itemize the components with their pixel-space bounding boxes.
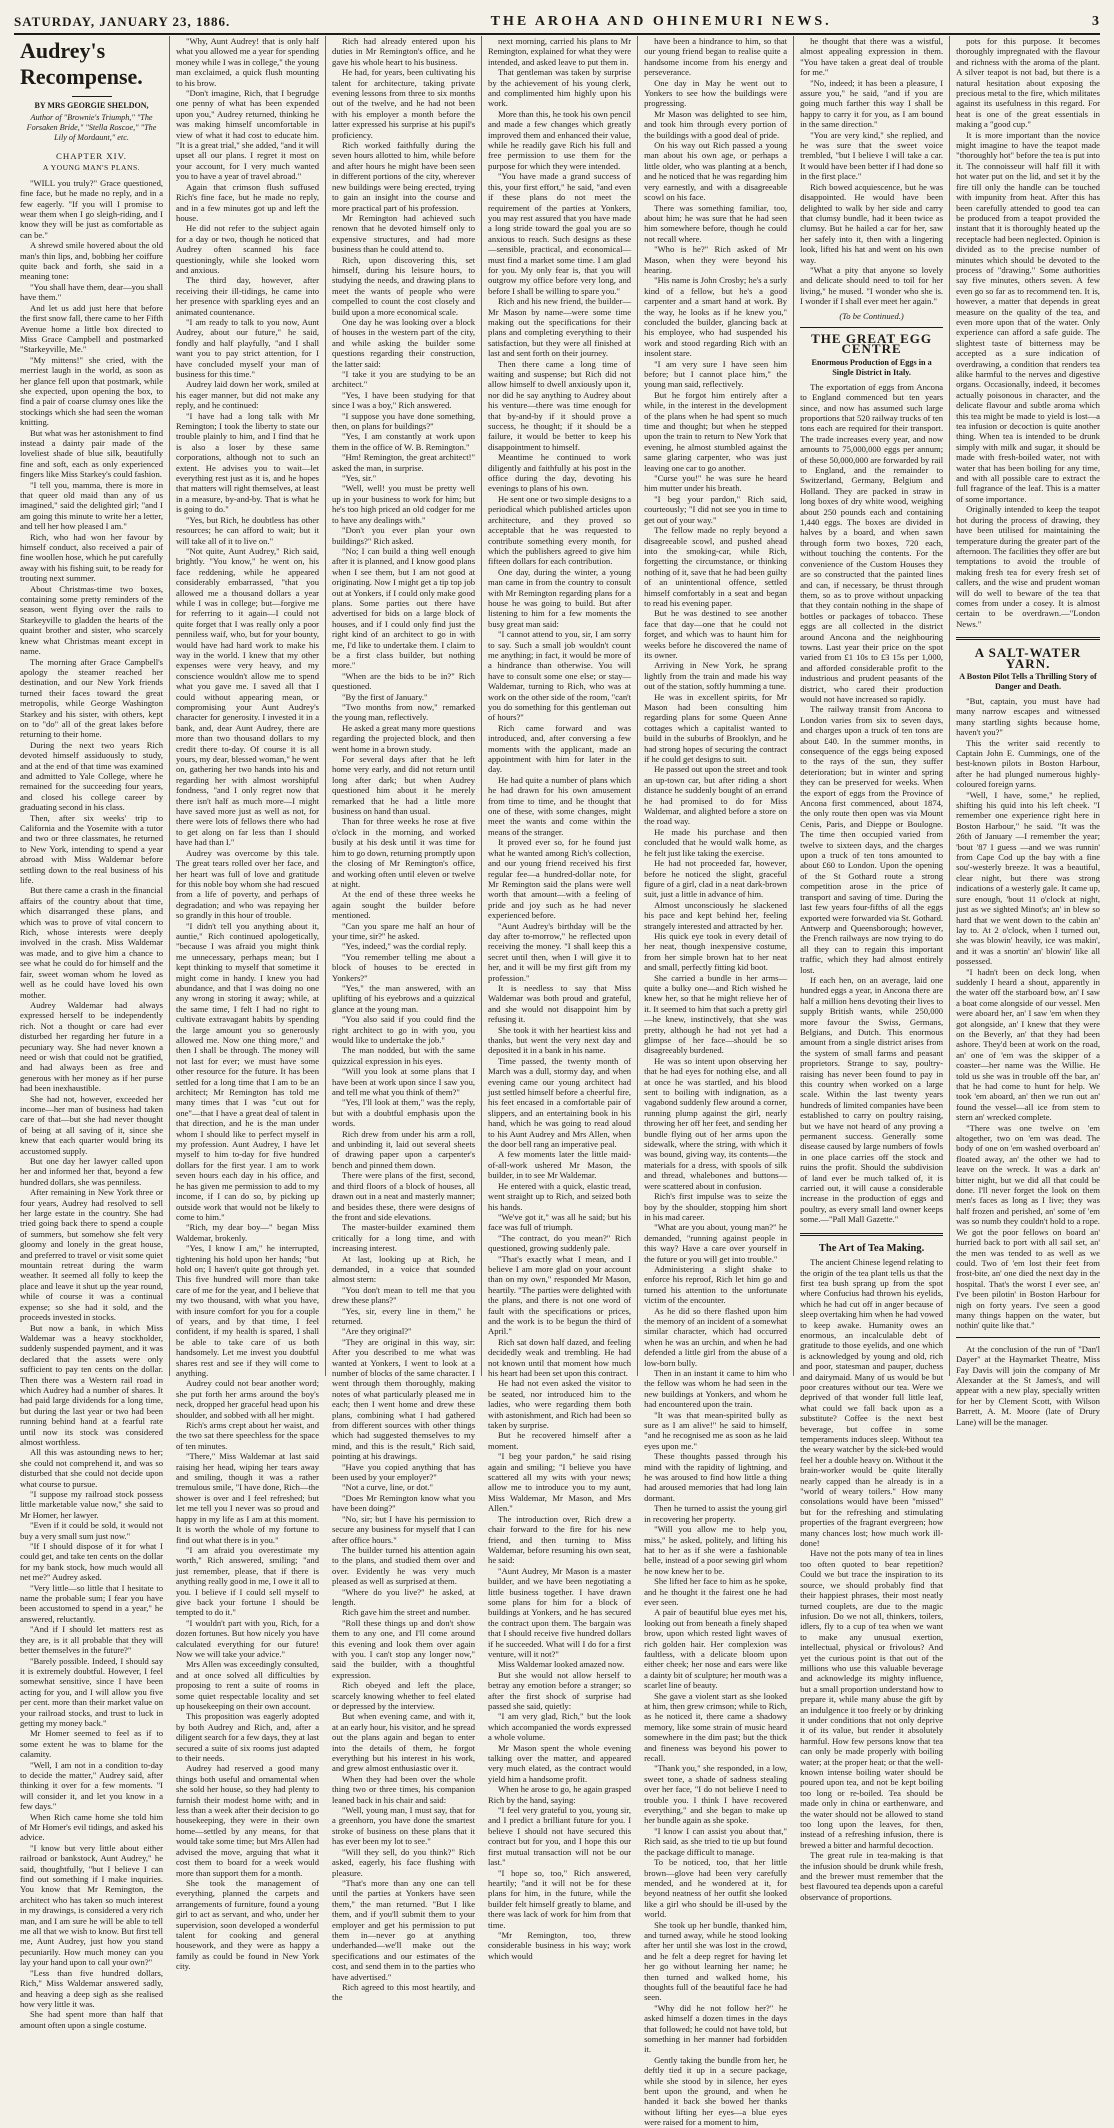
paragraph: "It was that mean-spirited bully as sure as I am alive!" he said to himself, "and he recognised me as soon as he laid eyes upon me." (644, 1409, 788, 1451)
paragraph: Then, after six weeks' trip to California and the Yosemite with a tutor and two or three classmates, he returned to New York, intending to spend a year abroad with Miss Waldemar before settling down to the real business of his life. (20, 812, 164, 886)
paragraph: "You shall have them, dear—you shall have them." (20, 281, 164, 303)
paragraph: "WILL you truly?" Grace questioned, fine face, but he made no reply, and in a few eagerly. "If you will I promise to wear them when I go sleigh-riding, and I know they will be just as comfortable as can be." (20, 177, 164, 240)
column-4-text (488, 36, 631, 1961)
paragraph: "I wouldn't part with you, Rich, for a dozen fortunes. But how nicely you have calculated everything for our future! Now we will take your advice." (176, 1617, 320, 1659)
paragraph: "I beg your pardon," he said rising again and smiling; "I believe you have scattered all my wits with your news; allow me to introduce you to my aunt, Miss Waldemar, Mr Mason, and Mrs Allen." (488, 1451, 632, 1514)
paragraph: "Less than five hundred dollars, Rich," Miss Waldemar answered sadly, and heaving a deep sigh as she realised how very little it was. (20, 1967, 164, 2009)
paragraph: Rich obeyed and left the place, scarcely knowing whether to feel elated or depressed by the interview. (332, 1680, 476, 1711)
to-be-continued: (To be Continued.) (839, 310, 904, 321)
paragraph: "Yes, but Rich, he doubtless has other resources; he can afford to wait; but it will take all of it to live on." (176, 514, 320, 546)
paragraph: "I am very sure I have seen him before; but I cannot place him," the young man said, reflectively. (644, 358, 788, 390)
author-works: Author of "Brownie's Triumph," "The Forsaken Bride," "Stella Roscoe," "The Lily of Mordaunt," etc. (26, 113, 157, 142)
yarn-article-text (956, 696, 1100, 1331)
paragraph: "Don't you ever plan your own buildings?" Rich asked. (332, 525, 476, 546)
paragraph: "I suppose you have done something, then, on plans for buildings?" (332, 410, 476, 432)
paragraph: "Yes, I know I am," he interrupted, tightening his hold upon her hands; "but hold on; I haven't quite got through yet. This five hundred will more than take care of me for the year, and I believe that my two thousand, with what you have, with insure comfort for you for a couple of years, and by that time, I feel confident, if my health is spared, I shall be able to take care of us both handsomely. Let me invest you doubtful shares rest and see if they will come to anything. (176, 1243, 320, 1378)
section-rule (800, 327, 943, 328)
column-3-text (332, 36, 475, 2003)
page-number: 3 (1091, 14, 1100, 29)
paragraph: Rich had already entered upon his duties in Mr Remington's office, and he gave his whole heart to his business. (332, 36, 476, 67)
paragraph: "Well, I am not in a condition to-day to decide the matter," Audrey said, after thinking it over for a few moments. "I will consider it, and let you know in a few days." (20, 1759, 164, 1812)
paragraph: A few moments later the little maid-of-all-work ushered Mr Mason, the builder, in to see Mr Waldemar. (488, 1149, 632, 1181)
issue-date: SATURDAY, JANUARY 23, 1886. (14, 14, 231, 29)
paragraph: "Why, Aunt Audrey! that is only half what you allowed me a year for spending money while I was in college," the young man exclaimed, a quick flush mounting to his brow. (176, 36, 320, 88)
paragraph: The morning after Grace Campbell's apology the steamer reached her destination, and our New York friends turned their faces toward the great metropolis, while George Washington Starkey and his sister, with others, kept on to "do" all of the great lakes before returning to their home. (20, 656, 164, 740)
paragraph: "But, captain, you must have had many narrow escapes and witnessed many startling sights because home, haven't you?" (956, 695, 1100, 738)
paragraph: About Christmas-time two boxes, containing some pretty reminders of the season, went flying over the rails to Starkeyville to gladden the hearts of the quaint brother and sister, who scarcely knew what Christmas meant except in name. (20, 583, 164, 657)
paragraph: One day in May he went out to Yonkers to see how the buildings were progressing. (644, 77, 788, 109)
tea-article-text (800, 1257, 943, 1902)
paragraph: "I hope so, too," Rich answered, heartily; "and it will not be for these plans for him, in the future, while the builder felt himself greatly to blame, and there was lack of work for him from that time. (488, 1867, 632, 1930)
paragraph: Meantime he continued to work diligently and faithfully at his post in the office during the day, devoting his evenings to plans of his own. (488, 452, 632, 494)
paragraph: "What are you about, young man?" he demanded, "running against people in this way? Have a care over yourself in the future or you will get into trouble." (644, 1222, 788, 1264)
paragraph: "Well, well! you must be pretty well up in your business to work for him; but he's too high priced an old codger for me to have any dealings with." (332, 483, 476, 525)
column-2 (170, 36, 326, 1972)
paragraph: "You don't mean to tell me that you drew these plans?" (332, 1284, 476, 1306)
paragraph: It is more important than the novice might imagine to have the teapot made "thoroughly hot" before the tea is put into it. The connoisseur will half fill it with hot water put on the lid, and set it by the fire till only the handle can be touched with impunity from heat. After this has been carefully attended to good tea can be produced from a teapot provided the instant that it is thoroughly heated up the receptacle had been neglected. Opinion is divided as to the precise number of minutes which should be devoted to the process of "drawing." Some authorities say five minutes, others seven. A few even go so far as to recommend ten. It is, however, a matter that depends in great measure on the quality of the tea, and even more upon that of the water. Only experience can afford a safe guide. The slightest taste of bitterness may be accepted as a sure indication of overdrawing, a condition that renders tea alike harmful to the nerves and digestive organs. Occasionally, indeed, it becomes actually poisonous in character, and the delicate flavour and subtle aroma which this tea might be made to yield is lost—a tea infusion or decoction is quite another thing. When tea is intended to be drunk simply with milk and sugar, it should be made with fresh-boiled water, not with water that has been boiling for any time, and with all possible care to extract the full fragrance of the leaf. This is a matter of some importance. (956, 129, 1100, 504)
yarn-article-title: A SALT-WATER YARN. (974, 645, 1082, 671)
egg-article-text (800, 382, 943, 1225)
paragraph: "I am ready to talk to you now, Aunt Audrey, about our future," he said, fondly and half playfully, "and I shall want you to pay strict attention, for I have concluded myself your man of business for this time." (176, 316, 320, 379)
paragraph: "Yes, indeed," was the cordial reply. (342, 941, 467, 952)
paragraph: "Yes, sir, every line in them," he returned. (332, 1305, 476, 1326)
paragraph: "My mittens!" she cried, with the merriest laugh in the world, as soon as her glance fell upon that postmark, while she expected, upon opening the box, to find a pair of coarse clumsy ones like the stockings which she had seen the woman knitting. (20, 354, 164, 428)
column-1-text (20, 178, 163, 2030)
paragraph: "Yes," the man answered, with an uplifting of his eyebrows and a quizzical glance at the young man. (332, 982, 476, 1014)
paragraph: Audrey could not bear another word; she put forth her arms around the boy's neck, dropped her graceful head upon his shoulder, and sobbed with all her might. (176, 1378, 320, 1420)
paragraph: Rich, upon discovering this, set himself, during his leisure hours, to studying the needs, and drawing plans to meet the wants of people who were compelled to count the cost closely and build upon a more economical scale. (332, 254, 476, 317)
paragraph: When he arose to go, he again grasped Rich by the hand, saying: (488, 1784, 632, 1805)
paragraph: At last, looking up at Rich, he demanded, in a voice that sounded almost stern: (332, 1253, 476, 1285)
paragraph: But he forgot him entirely after a while, in the interest in the development of the plans when he had spent so much time and thought; but when he stepped upon the train to return to New York that evening, he almost stumbled against the same glaring carpenter, who was just leaving one car to go another. (644, 389, 788, 473)
paragraph: Audrey was overcome by this tale. The great tears rolled over her face, and her heart was full of love and gratitude for this noble boy whom she had rescued from a life of poverty, and perhaps of degradation; and who was repaying her so grandly in this hour of trouble. (176, 847, 320, 921)
paragraph: His quick eye took in every detail of her neat, though inexpensive costume, from her simple brown hat to her neat and small, perfectly fitting kid boot. (644, 930, 788, 973)
paragraph: "Rich, my dear boy—" began Miss Waldemar, brokenly. (176, 1222, 320, 1243)
paragraph: Time passed, the twenty month of March was a dull, stormy day, and when evening came our young architect had just settled himself before a cheerful fire, his feet encased in a comfortable pair of slippers, and an entertaining book in his hand, which he was going to read aloud to his Aunt Audrey and Mrs Allen, when the door bell rang an imperative peal. (488, 1055, 632, 1150)
theatre-note-text (956, 1344, 1100, 1427)
column-6-text (800, 36, 943, 307)
paragraph: The builder turned his attention again to the plans, and studied them over and over. Evidently he was very much pleased as well as surprised at them. (332, 1544, 476, 1587)
paragraph: "They are original in this way, sir: After you described to me what was wanted at Yonkers, I went to look at a number of blocks of the same character. I went through them thoroughly, making notes of what particularly pleased me in each; then I went home and drew these plans, combining what I had gathered from different sources with other things which had suggested themselves to my mind, and this is the result," Rich said, pointing at his drawings. (332, 1336, 476, 1462)
paragraph: She had not, however, exceeded her income—her man of business had taken care of that—but she had never thought of being at all saving of it, since she knew that each quarter would bring its accustomed supply. (20, 1093, 164, 1156)
paragraph: "I am afraid you overestimate my worth," Rich answered, smiling; "and just remember, please, that if there is anything really good in me, I owe it all to you. I believe if I could sell myself to give back your fortune I should be tempted to do it." (176, 1544, 320, 1618)
paragraph: He asked a great many more questions regarding the projected block, and then went home in a brown study. (332, 722, 476, 754)
paragraph: "When are the bids to be in?" Rich questioned. (332, 670, 476, 692)
paragraph: But he recovered himself after a moment. (488, 1430, 632, 1451)
chapter-heading: CHAPTER XIV. (56, 151, 127, 161)
paragraph: "Aunt Audrey, Mr Mason is a master builder, and we have been negotiating a little business together. I have drawn some plans for him for a block of buildings at Yonkers, and he has secured the contract upon them. The bargain was that I should receive five hundred dollars if he succeeded. What will I do for a first venture, will it not?" (488, 1565, 632, 1659)
paragraph: "The contract, do you mean?" Rich questioned, growing suddenly pale. (488, 1232, 632, 1254)
paragraph: As he did so there flashed upon him the memory of an incident of a somewhat similar character, which had occurred when he was an urchin, and when he had defended a little girl from the abuse of a low-born bully. (644, 1305, 788, 1368)
egg-article-title: THE GREAT EGG CENTRE (811, 330, 933, 357)
paragraph: The great rule in tea-making is that the infusion should be drunk while fresh, and the brewer must remember that the best flavoured tea depends upon a careful observance of proportions. (800, 1850, 944, 1902)
paragraph: Have not the pots many of tea in lines too often quoted to bear repetition? Could we but trace the inspiration to its source, we should probably find that their happiest phrases, their most neatly turned couplets, are due to the magic infusion. Do we not all, thinkers, toilers, idlers, fly to a cup of tea when we want to make any unusual exertion, intellectual, physical or frivolous? And yet the curious point is that out of the millions who use this valuable beverage and acknowledge its mighty influence, but a small proportion understand how to prepare it, while many abuse the gift by an indulgence it too freely or by drinking it under conditions that not only deprive it of its value, but render it absolutely harmful. How few persons know that tea can only be made properly with boiling water; at the proper heat; or that the well-known intense boiling water should be poured upon tea, and not be kept boiling too long or re-boiled. Tea should be made only in china or earthenware, and the water should not be allowed to stand too long upon the leaves, for then, instead of a refreshing infusion, there is brewed a bitter and harmful decoction. (800, 1548, 944, 1850)
paragraph: A pair of beautiful blue eyes met his, looking out from beneath a finely shaped brow, upon which rested light waves of rich golden hair. Her complexion was faultless, with a delicate bloom upon either cheek; her nose and ears were like a dainty bit of sculpture; her mouth was a scarlet line of beauty. (644, 1607, 788, 1691)
paragraph: The exportation of eggs from Ancona to England commenced but ten years since, and now has assumed such large proportions that 520 railway trucks of ten tons each are required for their transport. The trade increases every year, and now amounts to 75,000,000 eggs per annum; of these 50,000,000 are forwarded by rail to England, and the remainder to Switzerland, Germany, Belgium and Holland. They are packed in straw in long boxes of dry white wood, weighing about 250 pounds each and containing 1,440 eggs. The boxes are divided in halves by a board, and when sawn through form two boxes, 720 each, without touching the contents. For the convenience of the Custom Houses they are so constructed that the painted lines and can, if necessary, be thrust through them, so as to prove without unpacking that they contain nothing in the shape of bottles or packages of tobacco. These eggs are all collected in the district around Ancona and the neighbouring towns. Last year their price on the spot varied from £1 10s to £3 15s per 1,000, and afforded considerable profit to the industrious and prudent peasants of the district, who cared their production would not have increased so rapidly. (800, 381, 944, 704)
paragraph: The introduction over, Rich drew a chair forward to the fire for his new friend, and then turning to Miss Waldemar, before resuming his own seat, he said: (488, 1513, 632, 1566)
paragraph: "There," Miss Waldemar at last said raising her head, wiping her tears away and smiling, though it was a rather tremulous smile, "I have done, Rich—the shower is over and I feel refreshed; but let me tell you I never was so proud and happy in my life as I am at this moment. It is worth the whole of my fortune to find out what there is in you." (176, 1451, 320, 1545)
paragraph: A shrewd smile hovered about the old man's thin lips, and, bobbing her coiffure quite back and forth, she said in a meaning tone: (20, 240, 164, 282)
paragraph: "I didn't tell you anything about it, auntie," Rich continued apologetically, "because I was afraid you might think me unnecessary, perhaps mean; but I kept thinking to myself that sometime it might come in handy. I knew you had abundance, and that I was doing no one any wrong in storing it away; while, at the same time, I felt I had no right to cultivate extravagant habits by spending the large amount you so generously allowed me. Now one thing more," and then I shall be through. The money will not last for ever; we must have some other resource for the future. It has been settled for a long time that I am to be an architect; Mr Remington has told me many times that I was "cut out for one"—that I have a great deal of talent in that direction, and he is the man under whom I should like to perfect myself in my profession. Aunt Audrey, I have let myself to him to-day for five hundred dollars for the first year. I am to work seven hours each day in his office, and he has given me permission to add to my income, if I can do so, by picking up outside work that would not be likely to come to him." (176, 920, 320, 1222)
paragraph: Originally intended to keep the teapot hot during the process of drawing, they have been utilised for maintaining the temperature during the greater part of the afternoon. The facilities they offer are but temptations to avoid the trouble of making fresh tea for every fresh set of callers, and the wise and prudent woman will do well to beware of the tea that comes from under a cosey. It is almost certain to be overdrawn.—"London News." (956, 504, 1100, 629)
paragraph: "Aunt Audrey's birthday will be the day after to-morrow," he reflected upon receiving the money. "I shall keep this a secret until then, when I will give it to her, and it will be my first gift from my profession." (488, 920, 632, 983)
paragraph: There was something familiar, too, about him; he was sure that he had seen him somewhere before, though he could not recall where. (644, 202, 788, 244)
egg-article-subtitle: Enormous Production of Eggs in a Single District in Italy. (811, 357, 932, 377)
yarn-article-subtitle: A Boston Pilot Tells a Thrilling Story of Danger and Death. (959, 671, 1097, 691)
paragraph: The master-builder examined them critically for a long time, and with increasing interest. (332, 1222, 476, 1254)
paragraph: It proved ever so, for he found just what he wanted among Rich's collection, and our young friend received his first regular fee—a hundred-dollar note, for Mr Remington said the plans were well worth that amount—with a feeling of pride and joy such as he had never experienced before. (488, 837, 632, 921)
column-5-text (644, 36, 787, 2128)
paragraph: One day, during the winter, a young man came in from the country to consult with Mr Remington regarding plans for a house he was going to build. But after listening to him for a few moments the busy great man said: (488, 566, 632, 629)
paragraph: The third day, however, after receiving their ill-tidings, he came into her presence with sparkling eyes and an animated countenance. (176, 275, 320, 317)
paragraph: "We've got it," was all he said; but his face was full of triumph. (488, 1211, 632, 1233)
paragraph: he thought that there was a wistful, almost appealing expression in them. "You have taken a great deal of trouble for me." (800, 36, 944, 78)
paragraph: She took the management of everything, planned the carpets and arrangements of furniture, found a young girl to act as servant, and who, under her supervision, soon developed a wonderful talent for cooking and general housework, and they were as happy a family as could be found in New York city. (176, 1877, 320, 1972)
paragraph: He had quite a number of plans which he had drawn for his own amusement from time to time, and he thought that one of these, with some changes, might meet the wants and come within the means of the stranger. (488, 774, 632, 837)
paragraph: "Not quite, Aunt Audrey," Rich said, brightly. "You know," he went on, his face reddening, while he appeared considerably embarrassed, "that you allowed me a thousand dollars a year while I was in college; but—forgive me for referring to it again—I could not quite forget that I was really only a poor penniless waif, who, but for your bounty, would have had hard work to make his way in the world. I knew that my other expenses were very heavy, and my conscience wouldn't allow me to spend what you gave me. I saved all that I could without appearing mean, or compromising your Aunt Audrey's character for generosity. I invested it in a bank, and, dear Aunt Audrey, there are more than two thousand dollars to my credit there to-day. Of course it is all yours, my dear, blessed woman," he went on, gathering her two hands into his and regarding her with almost worshipful fondness, "and I only regret now that there isn't half as much more—I might have saved more just as well as not, for there were lots of fellows there who had to get along on far less than I should have had than I." (176, 545, 320, 848)
paragraph: "I am very glad, Rich," but the look which accompanied the words expressed a whole volume. (488, 1711, 632, 1743)
paragraph: The fellow made no reply beyond a disagreeable scowl, and pushed ahead into the smoking-car, while Rich, forgetting the circumstance, or thinking nothing of it, save that he had been guilty of an unintentional offence, settled himself comfortably in a seat and began to read his evening paper. (644, 525, 788, 608)
columns (14, 36, 1106, 2128)
paragraph: "Will you allow me to help you, miss," he asked, politely, and lifting his hat to her as if she were a fashionable belle, instead of a poor sewing girl whom he now knew her to be. (644, 1524, 788, 1576)
paragraph: Rich's arms crept about her waist, and the two sat there speechless for the space of ten minutes. (176, 1420, 320, 1451)
paragraph: Rich agreed to this most heartily, and the (332, 1981, 476, 2003)
paragraph: On his way out Rich passed a young man about his own age, or perhaps a little older, who was planting at a bench, and he noticed that he was regarding him very earnestly, and with a disagreeable scowl on his face. (644, 140, 788, 203)
section-rule (800, 1233, 943, 1236)
tea-article-title: The Art of Tea Making. (818, 1242, 925, 1254)
paragraph: "Even if it could be sold, it would not buy a very small sum just now." (20, 1520, 164, 1541)
column-5 (638, 36, 794, 2128)
byline: BY MRS GEORGIE SHELDON, (34, 101, 149, 110)
paragraph: Rich's first impulse was to seize the boy by the shoulder, stopping him short in his mad career. (644, 1191, 788, 1222)
section-rule (956, 1337, 1100, 1338)
paragraph: "You have made a grand success of this, your first effort," he said, "and even if these plans do not meet the requirement of the parties at Yonkers, you may rest assured that you have made a long stride toward the goal you are so anxious to reach. Such designs as these—sensible, practical, and economical—must find a market some time. I am glad for you. My only fear is, that you will outgrow my office before very long, and before I shall be willing to spare you." (488, 171, 632, 296)
paragraph: "No; I can build a thing well enough after it is planned, and I know good plans when I see them, but I am not good at originating. Now I might get a tip top job out at Yonkers, if I could only make good plans. Some parties out there have advertised for bids on a large block of houses, and if I could only find just the right kind of an architect to go in with me, I'd like to undertake them. I claim to be a first class builder, but nothing more." (332, 545, 476, 671)
paragraph: Mr Remington had achieved such renown that he devoted himself only to expensive structures, and had more business than he could attend to. (332, 212, 476, 255)
paragraph: "I hadn't been on deck long, when suddenly I heard a shout, apparently in the water off the starboard bow, an' I saw a boat come alongside of our vessel. Men were aboard her, an' I saw 'em when they got alongside, an' I knew that they were on the Beverly, an' that they had been ashore. They'd been at work on the road, an' one of 'em was the skipper of a coaster—her name was the Willie. He told us she was in trouble off the bar, an' that he had come to hunt for help. We took 'em aboard, an' then we run out an' found the vessel—all ice from stem to stern an' wrecked complete. (956, 966, 1100, 1123)
paragraph: There were plans of the first, second, and third floors of a block of houses, all drawn out in a neat and masterly manner; and besides these, there were designs of the front and side elevations. (332, 1170, 476, 1222)
paragraph: Almost unconsciously he slackened his pace and kept behind her, feeling strangely interested and attracted by her. (644, 899, 788, 931)
title-divider (72, 96, 112, 97)
paragraph: He entered with a quick, elastic tread, went straight up to Rich, and seized both his hands. (488, 1180, 632, 1212)
paragraph: "You are very kind," she replied, and he was sure that the sweet voice trembled, "but I believe I will take a car. It would have been better if I had done so in the first place." (800, 129, 944, 182)
paragraph: Rich sat down half dazed, and feeling decidedly weak and trembling. He had not known until that moment how much his heart had been set upon this contract. (488, 1336, 632, 1378)
paragraph: After remaining in New York three or four years, Audrey had resolved to sell her large estate in the country. She had tried going back there to spend a couple of summers, but somehow she felt very gloomy and lonely in the great house, and preferred to travel or visit some quiet mountain retreat during the warm weather. It seemed all folly to keep the place and leave it shut up the year round, while of course it was a continual expense; so she had it sold, and the proceeds invested in stocks. (20, 1187, 164, 1323)
paragraph: "I have had a long talk with Mr Remington; I took the liberty to state our trouble plainly to him, and I find that he is also a loser by these same corporations, although not to such an extent. He advises you to wait—let everything rest just as it is, and he hopes that matters will right themselves, at least in a measure, by-and-by. That is what he is going to do." (176, 410, 320, 515)
paragraph: "Where do you live?" he asked, at length. (332, 1586, 476, 1607)
paragraph: "His name is John Crosby; he's a surly kind of a fellow, but he's a good carpenter and a smart hand at work. By the way, he looks as if he knew you," concluded the builder, glancing back at his employee, who had suspended his work and stood regarding Rich with an insolent stare. (644, 275, 788, 359)
paragraph: Mr Mason spent the whole evening talking over the matter, and appeared very much elated, as the contract would yield him a handsome profit. (488, 1742, 632, 1784)
paragraph: More than this, he took his own pencil and made a few changes which greatly improved them and enhanced their value, while he readily gave Rich his full and free permission to use them for the purpose for which they were intended. (488, 108, 632, 171)
paragraph: She had spent more than half that amount often upon a single costume. (20, 2009, 164, 2030)
paragraph: The ancient Chinese legend relating to the origin of the tea plant tells us that the first tea bush sprang up from the spot where Confucius had thrown his eyelids, which he had cut off in anger because of sleep overtaking him when he had vowed to keep awake. Humanity owes an enormous, an incalculable debt of gratitude to those eyelids, and one which is acknowledged by young and old, rich and poor, statesman and pauper, duchess and dairymaid. Many of us would be but poor creatures without our tea. Were we deprived of that wonder full little leaf, what could we fall back upon as a substitute? Coffee is the next best beverage, but coffee in some temperaments induces sleep. Without tea the weary watcher by the sick-bed would feel her a double heavy on. Without it the brain-worker would be quite literally nearly capped than he already is in a "world of weary toilers." How many consolations would have been "missed" but for the refreshing and stimulating properties of the fragrant evergreen; how many chances lost; how much work ill-done! (800, 1257, 944, 1549)
paragraph: Audrey laid down her work, smiled at his eager manner, but did not make any reply, and he continued: (176, 379, 320, 411)
paragraph: This proposition was eagerly adopted by both Audrey and Rich, and, after a diligent search for a few days, they at last secured a suite of six rooms just adapted to their needs. (176, 1711, 320, 1764)
paragraph: He had not proceeded far, however, before he noticed the slight, graceful figure of a girl, clad in a neat dark-brown suit, just a little in advance of him. (644, 858, 788, 900)
paragraph: "That's exactly what I mean, and I believe I am more glad on your account than on my own," responded Mr Mason, heartily. "The parties were delighted with the plans, and there is not one word of fault with the specifications or prices, and the work is to be begun the third of April." (488, 1253, 632, 1337)
paragraph: "I know I can assist you about that," Rich said, as she tried to tie up but found the package difficult to manage. (644, 1825, 788, 1857)
paragraph: That gentleman was taken by surprise by the achievement of his young clerk, and complimented him highly upon his work. (488, 67, 632, 109)
paragraph: "Two months from now," remarked the young man, reflectively. (332, 702, 476, 723)
paragraph: "Well, young man, I must say, that for a greenhorn, you have done the smartest stroke of business on these plans that it has ever been my lot to see." (332, 1805, 476, 1847)
paragraph: She took it with her heartiest kiss and thanks, but went the very next day and deposited it in a bank in his name. (488, 1024, 632, 1056)
column-3 (326, 36, 482, 2003)
paragraph: Rich gave him the street and number. (342, 1607, 471, 1618)
paragraph: have been a hindrance to him, so that our young friend began to realise quite a handsome income from his energy and perseverance. (644, 36, 788, 78)
paragraph: And let us add just here that before the first snow fall, there came to her Fifth Avenue home a little box directed to Miss Grace Campbell and postmarked "Starkeyville, Me." (20, 302, 164, 355)
paragraph: "Who is he?" Rich asked of Mr Mason, when they were beyond his hearing. (644, 244, 788, 275)
paragraph: "That's more than any one can tell until the parties at Yonkers have seen them," the man returned. "But I like them, and if you'll submit them to your employer and get his permission to put them in—never go at anything underhanded—we'll make out the specifications and our estimates of the cost, and send them in to the parties who have advertised." (332, 1877, 476, 1982)
paragraph: "I cannot attend to you, sir, I am sorry to say. Such a small job wouldn't count me anything; in fact, it would be more of a hindrance than otherwise. You will have to consult some one else; or stay—Waldemar, turning to Rich, who was at work on the other side of the room, "can't you do something for this gentleman out of hours?" (488, 629, 632, 723)
paragraph: Than for three weeks he rose at five o'clock in the morning, and worked busily at his desk until it was time for him to go down, returning promptly upon the closing of Mr Remington's office, and working often until eleven or twelve at night. (332, 816, 476, 889)
paragraph: But now a bank, in which Miss Waldemar was a heavy stockholder, suddenly suspended payment, and it was declared that the assets were only sufficient to pay ten cents on the dollar. Then there was a Western rail road in which Audrey had a number of shares. It had paid large dividends for a long time, but during the last year or two had been running behind hand at a fearful rate until now its stock was considered almost worthless. (20, 1322, 164, 1447)
story-title: Audrey's Recompense. (20, 38, 143, 89)
section-rule (956, 637, 1100, 640)
paragraph: Rich worked faithfully during the seven hours allotted to him, while before and after hours he might have been seen in different portions of the city, wherever new buildings were being erected, trying to gain an insight into the course and more practical part of his profession. (332, 140, 476, 213)
paragraph: "Barely possible. Indeed, I should say it is extremely doubtful. However, I feel somewhat sensitive, since I have been acting for you, and I will allow you five per cent. more than their market value on your railroad stocks, and trust to luck in getting my money back." (20, 1655, 164, 1728)
paragraph: "Not a curve, line, or dot." (342, 1482, 434, 1493)
paragraph: But there came a crash in the financial affairs of the country about that time, which disarranged these plans, and which was to prove of vital concern to Rich, whose interests were deeply involved in the crash. Miss Waldemar was made, and to give him a chance to see what he could do for himself and the fair, sweet woman whom he loved as well as he could have loved his own mother. (20, 885, 164, 1000)
paragraph: Rich, who had won her favour by himself conduct, also received a pair of fine woollen hose, which he put carefully away with his fishing suit, to be ready for trouting next summer. (20, 531, 164, 584)
paragraph: Then there came a long time of waiting and suspense; but Rich did not allow himself to dwell anxiously upon it, nor did he say anything to Audrey about his venture—there was time enough for that by-and-by if it should prove a success, he thought; if it should be a failure, it would be better to keep his disappointment to himself. (488, 358, 632, 452)
paragraph: But he was destined to see another face that day—one that he could not forget, and which was to haunt him for weeks before he discovered the name of its owner. (644, 608, 788, 660)
paragraph: "Don't imagine, Rich, that I begrudge one penny of what has been expended upon you," Audrey returned, thinking he was making himself uncomfortable in view of what it had cost to educate him. "It is a great trial," she added, "and it will upset all our plans. I regret it most on your account, for I very much wanted you to have a year of travel abroad." (176, 88, 320, 182)
paragraph: All this was astounding news to her; she could not comprehend it, and was so disturbed that she could not decide upon what course to pursue. (20, 1447, 164, 1489)
paragraph: Rich drew from under his arm a roll, and unbinding it, laid out several sheets of drawing paper upon a carpenter's bench and pinned them down. (332, 1128, 476, 1170)
paragraph: These thoughts passed through his mind with the rapidity of lightning, and he was aroused to find how little a thing had aroused memories that had long lain dormant. (644, 1451, 788, 1503)
column-2-text (176, 36, 319, 1972)
paragraph: "Will you look at some plans that I have been at work upon since I saw you, and tell me what you think of them?" (332, 1066, 476, 1098)
paragraph: It is needless to say that Miss Waldemar was both proud and grateful, and she would not disappoint him by refusing it. (488, 982, 632, 1025)
column-1 (14, 36, 170, 2030)
paragraph: next morning, carried his plans to Mr Remington, explained for what they were intended, and asked leave to put them in. (488, 36, 632, 67)
paragraph: "I take it you are studying to be an architect." (332, 369, 476, 390)
paragraph: If each hen, on an average, laid one hundred eggs a year, in Ancona there are half a million hens devoting their lives to supply British wants, while 250,000 more favour the Swiss, Germans, Belgians, and Dutch. This enormous amount from a single district arises from the system of small farms and peasant proprietors. Strange to say, poultry-raising has never been found to pay in this country when worked on a large scale. Within the last twenty years hundreds of limited companies have been established to carry on poultry raising, but we have not heard of any proving a permanent success. Generally some disease caused by large numbers of fowls in one place carries off the stock and ruins the profit. Should the subdivision of land ever be much talked of, it is carried out, it will cause a considerable increase in the production of eggs and poultry, as every small land owner keeps some.—"Pall Mall Gazette." (800, 974, 944, 1225)
paragraph: "Can you spare me half an hour of your time, sir?" he asked. (332, 920, 476, 941)
paragraph: "Why did he not follow her?" he asked himself a dozen times in the days that followed; he could not have told, but something in her manner had forbidden it. (644, 2002, 788, 2055)
paragraph: The railway transit from Ancona to London varies from six to seven days, and charges upon a truck of ten tons are about £40. In the summer months, in consequence of the eggs being exposed to the rays of the sun, they suffer deterioration; but in winter and spring they can be preserved for weeks. When the export of eggs from the Province of Ancona first commenced, about 1874, the only route then open was via Mount Cenis, Paris, and Dieppe or Boulogne. The time then occupied varied from twelve to sixteen days, and the charges upon a truck of ten tons amounted to about £60 to London. Upon the opening of the St Gothard route a strong competition arose in the price of transport and saving of time. During the last few years four-fifths of all the eggs exported were forwarded via St. Gothard. Antwerp and Queensborough; however, the French railways are now trying to do all they can to regain this important traffic, which they had almost entirely lost. (800, 704, 944, 975)
paragraph: "Will they sell, do you think?" Rich asked, eagerly, his face flushing with pleasure. (332, 1846, 476, 1878)
paragraph: "What a pity that anyone so lovely and delicate should need to toil for her living," he mused. "I wonder who she is. I wonder if I shall ever meet her again." (800, 264, 944, 307)
paragraph: "Yes, sir." (342, 473, 377, 484)
paragraph: He had, for years, been cultivating his talent for architecture, taking private evening lessons from three to six months out of the twelve, and he had not been with his employer a month before the latter expressed his surprise at his pupil's proficiency. (332, 67, 476, 140)
paragraph: When Rich came home she told him of Mr Homer's evil tidings, and asked his advice. (20, 1811, 164, 1843)
paragraph: "Yes, I am constantly at work upon them in the office of W. B. Remington." (332, 431, 476, 452)
paragraph: She lifted her face to him as he spoke, and he thought it the fairest one he had ever seen. (644, 1576, 788, 1607)
paragraph: "Curse you!" he was sure he heard him mutter under his breath. (644, 473, 788, 494)
chapter-subtitle: A YOUNG MAN'S PLANS. (42, 163, 141, 173)
paragraph: He was so intent upon observing her that he had eyes for nothing else, and all at once he was startled, and his blood sent to boiling with indignation, as a vagabond suddenly flew around a corner, running plump against the girl, nearly throwing her off her feet, and sending her bundle flying out of her arms upon the sidewalk, where the string, with which it was bound, giving way, its contents—the materials for a dress, with spools of silk and thread, whalebones and buttons—were scattered about in confusion. (644, 1055, 788, 1191)
paragraph: But she would not allow herself to betray any emotion before a stranger; so after the first shock of surprise had passed she said, quietly: (488, 1669, 632, 1711)
paragraph: "Are they original?" (342, 1326, 412, 1337)
paragraph: "You remember telling me about a block of houses to be erected in Yonkers?" (332, 951, 476, 983)
paragraph: "Does Mr Remington know what you have been doing?" (332, 1492, 476, 1514)
newspaper-title: THE AROHA AND OHINEMURI NEWS. (490, 14, 832, 29)
paragraph: When they had been over the whole thing two or three times, his companion leaned back in his chair and said: (332, 1773, 476, 1805)
paragraph: But when evening came, and with it, at an early hour, his visitor, and he spread out the plans again and began to enter into the details of them, he forgot everything but his interest in his work, and grew almost enthusiastic over it. (332, 1711, 476, 1774)
paragraph: "By the first of January." (342, 691, 428, 702)
paragraph: This the writer said recently to Captain John E. Cummings, one of the best-known pilots in Boston Harbour, after he had plunged numerous highly-coloured foreign yarns. (956, 737, 1100, 790)
paragraph: He passed out upon the street and took an up-town car, but after riding a short distance he suddenly bought of an errand he had promised to do for Miss Waldemar, and alighted before a store on the road way. (644, 764, 788, 827)
paragraph: At the end of these three weeks he again sought the builder before mentioned. (332, 889, 476, 921)
paragraph: "Very little—so little that I hesitate to name the probable sum; I fear you have been accustomed to spend in a year," he answered, reluctantly. (20, 1582, 164, 1624)
paragraph: The man nodded, but with the same quizzical expression in his eyes. (332, 1045, 476, 1066)
paragraph: She gave a violent start as she looked at him, then grew crimson; while to Rich, as he noticed it, there came a shadowy memory, like some strain of music heard somewhere in the dim past; but the thick and fineness was beyond his power to recall. (644, 1690, 788, 1764)
paragraph: "No, indeed; it has been a pleasure, I assure you," he said, "and if you are going much farther this way I shall be happy to carry it for you, as I am bound in the same direction." (800, 77, 944, 130)
paragraph: "I suppose my railroad stock possess little marketable value now," she said to Mr Homer, her lawyer. (20, 1489, 164, 1520)
paragraph: Then in an instant it came to him who the fellow was whom he had seen in the new buildings at Yonkers, and whom he had encountered upon the train. (644, 1368, 788, 1410)
paragraph: During the next two years Rich devoted himself assiduously to study, and at the end of that time was examined and admitted to Yale College, where he remained for the succeeding four years, and closed his college career by graduating second in his class. (20, 739, 164, 813)
paragraph: "I beg your pardon," Rich said, courteously; "I did not see you in time to get out of your way." (644, 493, 788, 525)
paragraph: Rich bowed acquiescence, but he was disappointed. He would have been delighted to walk by her side and carry that clumsy bundle, had it been twice as clumsy. But he hailed a car for her, saw her safely into it, then with a lingering look, lifted his hat and went on his own way. (800, 181, 944, 265)
paragraph: "I feel very grateful to you, young sir, and I predict a brilliant future for you. I believe I should not have secured this contract but for you, and I hope this our first mutual transaction will not be our last." (488, 1805, 632, 1868)
paragraph: "You also said if you could find the right architect to go in with you, you would like to undertake the job." (332, 1014, 476, 1045)
paragraph: Audrey Waldemar had always expressed herself to be independently rich. Not a thought or care had ever disturbed her regarding her future in a pecuniary way. She had never known a need or wish that could not be gratified, and had always been as free and generous with her money as if her purse had been inexhaustible. (20, 999, 164, 1094)
paragraph: pots for this purpose. It becomes thoroughly impregnated with the flavour and richness with the aroma of the plant. A silver teapot is not bad, but there is a natural hesitation about exposing the precious metal to the fire, which militates against its usefulness in this regard. For heat is one of the great essentials in making a "good cup." (956, 36, 1100, 130)
paragraph: He did not refer to the subject again for a day or two, though he noticed that Audrey often scanned his face questioningly, while she looked worn and anxious. (176, 223, 320, 275)
paragraph: For several days after that he left home very early, and did not return until long after dark; but when Audrey questioned him about it he merely remarked that he had a little more business on hand than usual. (332, 754, 476, 817)
paragraph: He sent one or two simple designs to a periodical which published articles upon architecture, and they proved so acceptable that he was requested to contribute something every month, for which the publishers agreed to give him fifteen dollars for each contribution. (488, 493, 632, 567)
paragraph: Audrey had reserved a good many things both useful and ornamental when she sold her house, so they had plenty to furnish their modest home with; and in less than a week after their decision to go housekeeping, they were in their own home—settled by any means, for that would take some time; but Mrs Allen had advised the move, arguing that what it cost them to board for a week would more than support them for a month. (176, 1763, 320, 1878)
column-7-text (956, 36, 1100, 629)
paragraph: She carried a bundle in her arms—quite a bulky one—and Rich wished he knew her, so that he might relieve her of it. It seemed to him that such a pretty girl—he knew, instinctively, that she was pretty, although he had not yet had a glimpse of her face—should be so disagreeably burdened. (644, 972, 788, 1056)
column-6 (794, 36, 950, 1902)
paragraph: Administering a slight shake to enforce his reproof, Rich let him go and turned his attention to the unfortunate victim of the encounter. (644, 1263, 788, 1306)
paragraph: At the conclusion of the run of "Dan'l Dayer" at the Haymarket Theatre, Miss Fay Davis will join the company of Mr Alexander at the St James's, and will appear with a new play, specially written for her by Clement Scott, with Wilson Barrett, A. M. Moore (late of Drury Lane) will be the manager. (956, 1343, 1100, 1427)
paragraph: Rich and his new friend, the builder—Mr Mason by name—were some time making out the specifications for their plans and completing everything to their satisfaction, but they were all finished at last and sent forth on their journey. (488, 296, 632, 359)
paragraph: "Hm! Remington, the great architect!" asked the man, in surprise. (332, 452, 476, 473)
paragraph: He made his purchase and then concluded that he would walk home, as he felt just like taking the exercise. (644, 826, 788, 858)
paragraph: Miss Waldemar looked amazed now. (498, 1659, 625, 1670)
paragraph: She took up her bundle, thanked him, and turned away, while he stood looking after her until she was lost in the crowd, and he felt a deep regret for having let her go without learning her name; he then turned and walked home, his thoughts full of the beautiful face he had seen. (644, 1919, 788, 2003)
paragraph: He was in excellent spirits, for Mr Mason had been consulting him regarding plans for some Queen Anne cottages which a capitalist wanted to build in the suburbs of Brooklyn, and he had strong hopes of securing the contract if he could get designs to suit. (644, 691, 788, 765)
paragraph: One day he was looking over a block of houses in the western part of the city, and while asking the builder some questions regarding their construction, the latter said: (332, 316, 476, 369)
paragraph: Arriving in New York, he sprang lightly from the train and made his way out of the station, softly humming a tune. (644, 660, 788, 692)
paragraph: "No, sir; but I have his permission to secure any business for myself that I can after office hours." (332, 1513, 476, 1545)
paragraph: "There was one twelve on 'em altogether, two on 'em was dead. The body of one on 'em washed overboard an' floated away, an' the other we had to leave on the wreck. It was a dark an' bitter night, but we did all that could be done. I'll never forget the look on them men's faces as long as I live; they was half frozen and perished, an' some of 'em was so numb they couldn't hold to a rope. We got the poor fellows on board an' hurried back to port with all sail set, an' the men was tended to as well as we could. Two of 'em lost their feet from frost-bite, an' one died the next day in the hospital. That's the worst I ever see, an' I've been pilotin' in Boston Harbour for nigh on forty years. I've seen a good many things happen on the water, but nothin' quite like that." (956, 1122, 1100, 1331)
masthead (14, 4, 1100, 35)
paragraph: "Have you copied anything that has been used by your employer?" (332, 1461, 476, 1483)
paragraph: Mr Mason was delighted to see him, and took him through every portion of the buildings with a good deal of pride. (644, 108, 788, 140)
column-7 (950, 36, 1106, 1427)
column-4 (482, 36, 638, 1961)
paragraph: Rich came forward and was introduced, and, after conversing a few moments with the applicant, made an appointment with him for later in the day. (488, 722, 632, 775)
paragraph: "I tell you, mamma, there is more in that queer old maid than any of us imagined," said the delighted girl; "and I am going this minute to write her a letter, and tell her how pleased I am." (20, 479, 164, 532)
paragraph: Mr Homer seemed to feel as if to some extent he was to blame for the calamity. (20, 1728, 164, 1760)
paragraph: Then he turned to assist the young girl in recovering her property. (644, 1503, 788, 1524)
paragraph: But one day her lawyer called upon her and informed her that, beyond a few hundred dollars, she was penniless. (20, 1156, 164, 1187)
paragraph: "I know but very little about either railroad or bankstock, Aunt Audrey," he said, thoughtfully, "but I believe I can find out something if I make inquiries. You know that Mr Remington, the architect who has taken so much interest in my drawings, is considered a very rich man, and I am sure he will be able to tell me all that we wish to know. But first tell me, Aunt Audrey, just how you stand pecuniarily. How much money can you lay your hand upon to call your own?" (20, 1842, 164, 1968)
paragraph: He had not even asked the visitor to be seated, nor introduced him to the ladies, who were regarding them both with astonishment, and Rich had been so taken by surprise. (488, 1378, 632, 1431)
paragraph: "Mr Remington, too, threw considerable business in his way; work which would (488, 1929, 632, 1961)
paragraph: "Thank you," she responded, in a low, sweet tone, a shade of sadness stealing over her face, "I do not believe I need to trouble you. I think I have recovered everything," and she began to make up her bundle again as she spoke. (644, 1763, 788, 1826)
paragraph: Mrs Allen was exceedingly consulted, and at once solved all difficulties by proposing to rent a suite of rooms in some quiet respectable locality and set up housekeeping on their own account. (176, 1659, 320, 1711)
paragraph: But what was her astonishment to find instead a dainty pair made of the loveliest shade of blue silk, beautifully fine and soft, each as only experienced fingers like Miss Starkey's could fashion. (20, 427, 164, 480)
paragraph: To be noticed, too, that her little brown—glove had been very carefully mended, and he wondered at it, for beyond neatness of her outfit she looked like a girl who should be ill-used by the world. (644, 1857, 788, 1920)
paragraph: Again that crimson flush suffused Rich's fine face, but he made no reply, and in a few minutes got up and left the house. (176, 181, 320, 223)
paragraph: "Roll these things up and don't show them to any one, and I'll come around this evening and look them over again with you. I can't stop any longer now," said the builder, with a thoughtful expression. (332, 1617, 476, 1680)
paragraph: "Yes, I have been studying for that since I was a boy," Rich answered. (332, 389, 476, 411)
paragraph: "Well, I have, some," he replied, shifting his quid into his left cheek. "I remember one experience right here in Boston Harbour," he said. "It was the 26th of January —I remember the year; 'bout '87 I guess —and we was runnin' from Cape Cod up the bay with a fine sou'-westerly breeze. It was a beautiful, clear night, but there was strong indications of a westerly gale. It came up, sure enough, 'bout 11 o'clock at night, just as we sighted Minot's; an' in blew so hard that we went down to the cabin an' lay to. At 2 o'clock, when I turned out, she was blowin' heavily, ice was makin', and it was a snortin' an' blowin' like all possessed. (956, 789, 1100, 967)
paragraph: Gently taking the bundle from her, he deftly tied it up in a secure package, while she stood by in silence, her eyes bent upon the ground, and when he handed it back she bowed her thanks without lifting her eyes—a blue eyes were raised for a moment to him, (644, 2054, 788, 2128)
paragraph: "Yes, I'll look at them," was the reply, but with a doubtful emphasis upon the words. (332, 1097, 476, 1129)
paragraph: "And if I should let matters rest as they are, is it all probable that they will better themselves in the future?" (20, 1624, 164, 1656)
paragraph: "If I should dispose of it for what I could get, and take ten cents on the dollar for my bank stock, how much would all net me?" Audrey asked. (20, 1541, 164, 1583)
